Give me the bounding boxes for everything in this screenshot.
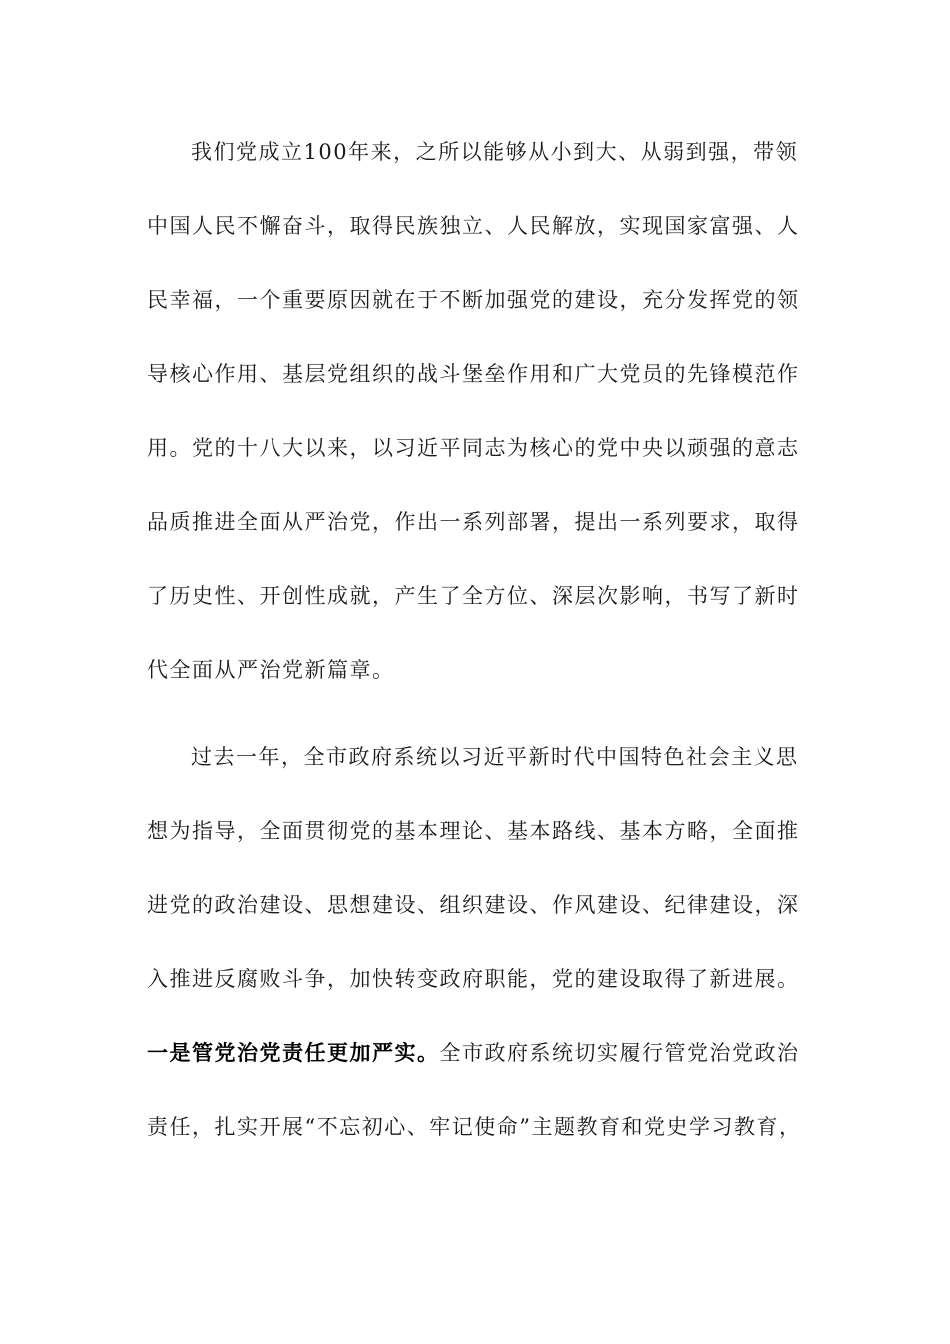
paragraph-2-line-6: 责任，扎实开展“不忘初心、牢记使命”主题教育和党史学习教育， <box>147 1115 802 1139</box>
paragraph-1-line-6: 品质推进全面从严治党，作出一系列部署，提出一系列要求，取得 <box>147 510 800 534</box>
paragraph-1-line-4: 导核心作用、基层党组织的战斗堡垒作用和广大党员的先锋模范作 <box>147 362 800 386</box>
bold-lead-heading: 一是管党治党责任更加严实。 <box>147 1040 440 1065</box>
paragraph-1-line-8: 代全面从严治党新篇章。 <box>147 658 395 682</box>
paragraph-1-line-5: 用。党的十八大以来，以习近平同志为核心的党中央以顽强的意志 <box>147 436 800 460</box>
bold-line-rest: 全市政府系统切实履行管党治党政治 <box>439 1041 800 1065</box>
paragraph-2-line-1: 过去一年，全市政府系统以习近平新时代中国特色社会主义思 <box>191 745 799 769</box>
paragraph-2-line-2: 想为指导，全面贯彻党的基本理论、基本路线、基本方略，全面推 <box>147 819 800 843</box>
paragraph-2-line-4: 入推进反腐败斗争，加快转变政府职能，党的建设取得了新进展。 <box>147 967 800 991</box>
paragraph-1-line-7: 了历史性、开创性成就，产生了全方位、深层次影响，书写了新时 <box>147 584 800 608</box>
paragraph-1-line-1: 我们党成立100年来，之所以能够从小到大、从弱到强，带领 <box>191 140 799 164</box>
paragraph-2-line-3: 进党的政治建设、思想建设、组织建设、作风建设、纪律建设，深 <box>147 893 800 917</box>
paragraph-1-line-2: 中国人民不懈奋斗，取得民族独立、人民解放，实现国家富强、人 <box>147 214 800 238</box>
paragraph-1-line-3: 民幸福，一个重要原因就在于不断加强党的建设，充分发挥党的领 <box>147 288 800 312</box>
paragraph-2-line-5 <box>147 1038 807 1068</box>
